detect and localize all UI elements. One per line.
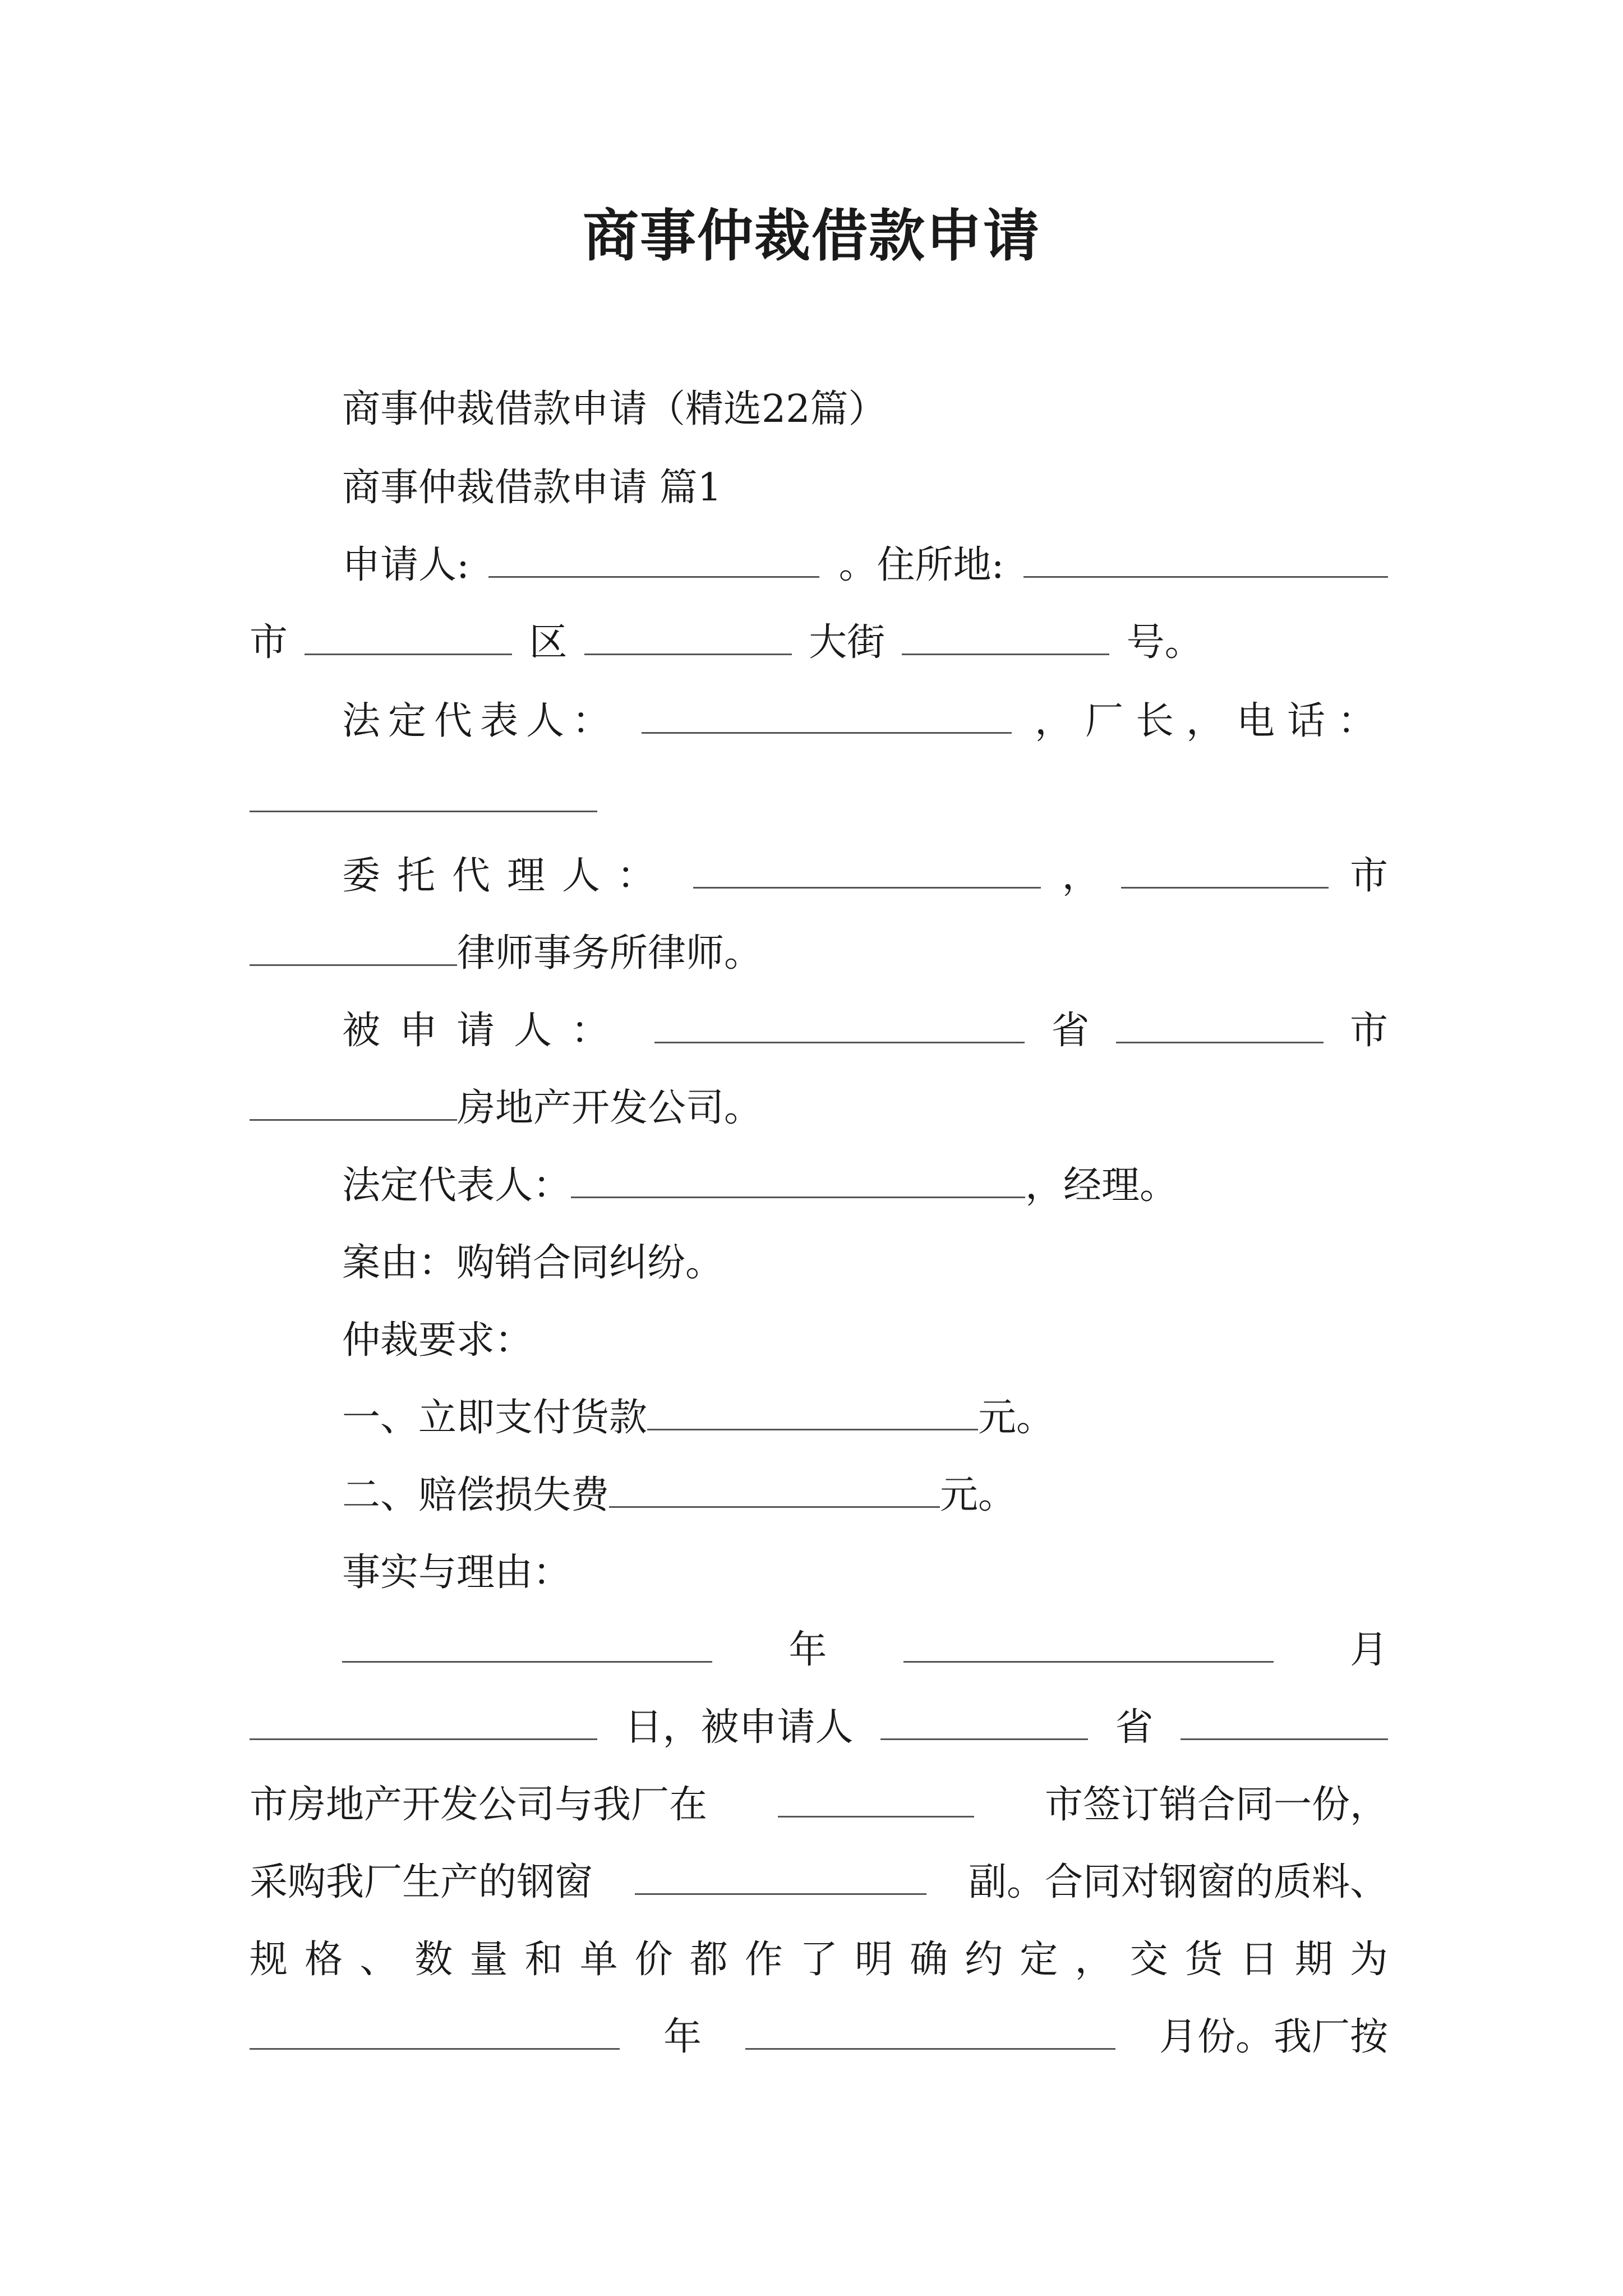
- spec-char: 数: [414, 1938, 453, 1982]
- spec-char: 定: [1020, 1938, 1058, 1982]
- facts-sign-line: [250, 1777, 1388, 1833]
- phone-blank: [250, 772, 597, 812]
- respondent-company-blank: [250, 1081, 457, 1121]
- facts-sign-blank: [778, 1778, 974, 1818]
- spec-char: 量: [469, 1938, 508, 1982]
- spec-char: 价: [634, 1938, 673, 1982]
- request-2-line: [250, 1467, 1388, 1524]
- facts-delivery-month-blank: [745, 2010, 1115, 2050]
- respondent-label: 被申请人：: [342, 1009, 629, 1053]
- facts-respondent-blank: [880, 1700, 1088, 1740]
- respondent-rep-title: ，经理。: [1025, 1163, 1178, 1208]
- street-blank: [902, 615, 1109, 655]
- facts-date-line: [250, 1622, 1388, 1678]
- agent-line: [250, 848, 1388, 904]
- street-label: 大街: [809, 620, 886, 665]
- request-2-text: 二、赔偿损失费: [342, 1473, 610, 1517]
- facts-year-blank: [342, 1623, 712, 1663]
- facts-year: 年: [789, 1628, 827, 1672]
- spec-char: 格: [305, 1938, 343, 1982]
- residence-label: 。住所地:: [838, 543, 1004, 587]
- agent-label: 委托代理人：: [342, 854, 672, 898]
- spec-char: 了: [799, 1938, 838, 1982]
- applicant-name-blank: [488, 538, 819, 578]
- facts-buy-line: [250, 1855, 1388, 1911]
- document-subtitle: 商事仲裁借款申请（精选22篇）: [342, 387, 887, 431]
- respondent-company-label: 房地产开发公司。: [457, 1086, 763, 1130]
- facts-month: 月: [1349, 1628, 1388, 1672]
- number-label: 号。: [1126, 620, 1203, 665]
- phone-line: [250, 772, 1388, 828]
- district-blank: [584, 615, 792, 655]
- respondent-company-line: [250, 1080, 1388, 1137]
- applicant-label: 申请人:: [342, 543, 469, 587]
- respondent-rep-blank: [571, 1158, 1025, 1198]
- spec-char: 约: [965, 1938, 1003, 1982]
- facts-spec-line: [250, 1932, 1388, 1988]
- spec-char: ，: [1075, 1938, 1113, 1982]
- facts-sign-pre: 市房地产开发公司与我厂在: [250, 1783, 708, 1827]
- address-line: [250, 615, 1388, 671]
- agent-city-blank: [1121, 849, 1329, 889]
- spec-char: 明: [855, 1938, 893, 1982]
- agent-comma: ，: [1062, 854, 1100, 898]
- agent-firm-line: [250, 926, 1388, 982]
- legal-rep-blank: [642, 694, 1012, 734]
- facts-label: 事实与理由：: [342, 1550, 571, 1595]
- facts-month-blank: [903, 1623, 1274, 1663]
- facts-buy-blank: [635, 1855, 926, 1895]
- facts-year2: 年: [663, 2015, 702, 2059]
- agent-city-label: 市: [1349, 854, 1388, 898]
- residence-blank: [1023, 538, 1388, 578]
- request-2-unit: 元。: [940, 1473, 1017, 1517]
- city-blank: [305, 615, 512, 655]
- request-1-text: 一、立即支付货款: [342, 1396, 648, 1440]
- respondent-province-blank: [1116, 1004, 1324, 1043]
- request-1-line: [250, 1390, 1388, 1446]
- spec-char: 确: [910, 1938, 948, 1982]
- spec-char: 作: [744, 1938, 783, 1982]
- facts-day-blank: [250, 1700, 597, 1740]
- respondent-line: [250, 1003, 1388, 1059]
- requests-label: 仲裁要求：: [342, 1318, 533, 1363]
- agent-firm-label: 律师事务所律师。: [457, 931, 763, 976]
- section-heading: 商事仲裁借款申请 篇1: [342, 466, 722, 510]
- request-2-blank: [609, 1468, 940, 1508]
- spec-char: 日: [1239, 1938, 1278, 1982]
- spec-char: 单: [579, 1938, 618, 1982]
- spec-char: 交: [1129, 1938, 1168, 1982]
- spec-char: 为: [1349, 1938, 1388, 1982]
- document-title: 商事仲裁借款申请: [583, 203, 1040, 269]
- respondent-city: 市: [1349, 1009, 1388, 1053]
- city-label: 市: [250, 620, 288, 665]
- facts-sign-post: 市签订销合同一份，: [1044, 1783, 1388, 1827]
- facts-province: 省: [1115, 1705, 1154, 1750]
- legal-rep-line: [250, 693, 1388, 749]
- facts-month2: 月份。我厂按: [1159, 2015, 1388, 2059]
- legal-rep-label: 法定代表人：: [342, 699, 619, 743]
- agent-name-blank: [693, 849, 1041, 889]
- facts-day-line: [250, 1700, 1388, 1756]
- facts-delivery-year-blank: [250, 2010, 620, 2050]
- request-1-unit: 元。: [978, 1396, 1055, 1440]
- spec-char: 都: [689, 1938, 728, 1982]
- facts-delivery-line: [250, 2009, 1388, 2065]
- respondent-rep-label: 法定代表人：: [342, 1163, 571, 1208]
- agent-firm-blank: [250, 926, 457, 966]
- facts-buy-pre: 采购我厂生产的钢窗: [250, 1860, 593, 1904]
- spec-char: 货: [1184, 1938, 1223, 1982]
- spec-char: 期: [1294, 1938, 1333, 1982]
- legal-rep-title: ，厂长，电话：: [1034, 699, 1388, 743]
- respondent-province: 省: [1051, 1009, 1090, 1053]
- applicant-line: [250, 537, 1388, 593]
- facts-buy-post: 副。合同对钢窗的质料、: [968, 1860, 1388, 1904]
- district-label: 区: [529, 620, 568, 665]
- facts-day-respondent: 日，被申请人: [624, 1705, 854, 1750]
- spec-char: 和: [524, 1938, 563, 1982]
- request-1-blank: [647, 1391, 978, 1430]
- cause-line: 案由：购销合同纠纷。: [342, 1241, 724, 1285]
- spec-char: 、: [359, 1938, 398, 1982]
- spec-char: 规: [250, 1938, 288, 1982]
- respondent-name-blank: [654, 1004, 1025, 1043]
- facts-province-blank: [1181, 1700, 1388, 1740]
- respondent-rep-line: [250, 1158, 1388, 1214]
